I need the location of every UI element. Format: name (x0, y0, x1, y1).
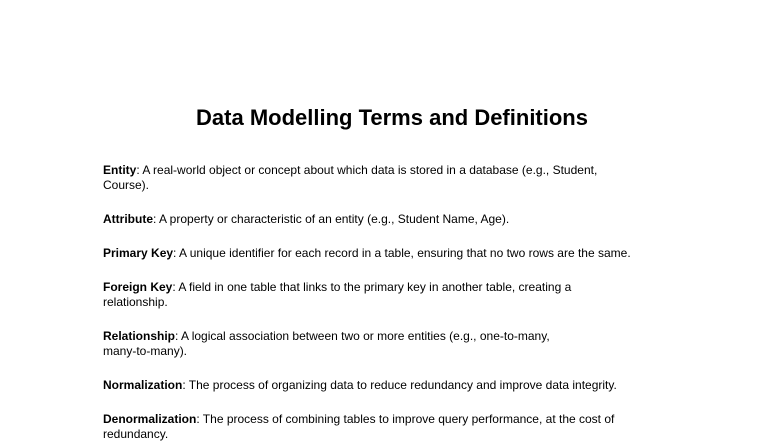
term-line (103, 329, 703, 344)
term-definition: : A property or characteristic of an entity (e.g., Student Name, Age). (153, 212, 510, 226)
term-definition-continued: many-to-many). (103, 344, 188, 358)
term-entry-attribute (103, 212, 703, 227)
document-title: Data Modelling Terms and Definitions (196, 105, 588, 130)
term-line (103, 246, 703, 261)
term-line (103, 378, 703, 393)
terms-list (103, 163, 703, 441)
term-definition-continued: Course). (103, 178, 150, 192)
term-definition-continued: redundancy. (103, 427, 169, 441)
term-definition: : A unique identifier for each record in a table, ensuring that no two rows are the same. (173, 246, 631, 260)
term-name: Attribute (103, 212, 153, 226)
term-line (103, 212, 703, 227)
term-name: Entity (103, 163, 137, 177)
term-entry-relationship (103, 329, 703, 359)
term-definition: : A logical association between two or more entities (e.g., one-to-many, (175, 329, 550, 343)
term-definition: : A field in one table that links to the primary key in another table, creating a (172, 280, 572, 294)
term-definition: : A real-world object or concept about which data is stored in a database (e.g., Student, (136, 163, 598, 177)
term-entry-entity (103, 163, 703, 193)
term-name: Foreign Key (103, 280, 173, 294)
term-line (103, 163, 703, 178)
term-name: Relationship (103, 329, 176, 343)
term-line (103, 280, 703, 295)
term-line (103, 412, 703, 427)
term-name: Primary Key (103, 246, 174, 260)
term-entry-normalization (103, 378, 703, 393)
term-name: Normalization (103, 378, 183, 392)
term-entry-foreign-key (103, 280, 703, 310)
term-definition: : The process of organizing data to reduce redundancy and improve data integrity. (182, 378, 617, 392)
term-definition-continued: relationship. (103, 295, 168, 309)
term-definition: : The process of combining tables to improve query performance, at the cost of (196, 412, 615, 426)
term-name: Denormalization (103, 412, 197, 426)
term-entry-denormalization (103, 412, 703, 441)
term-entry-primary-key (103, 246, 703, 261)
